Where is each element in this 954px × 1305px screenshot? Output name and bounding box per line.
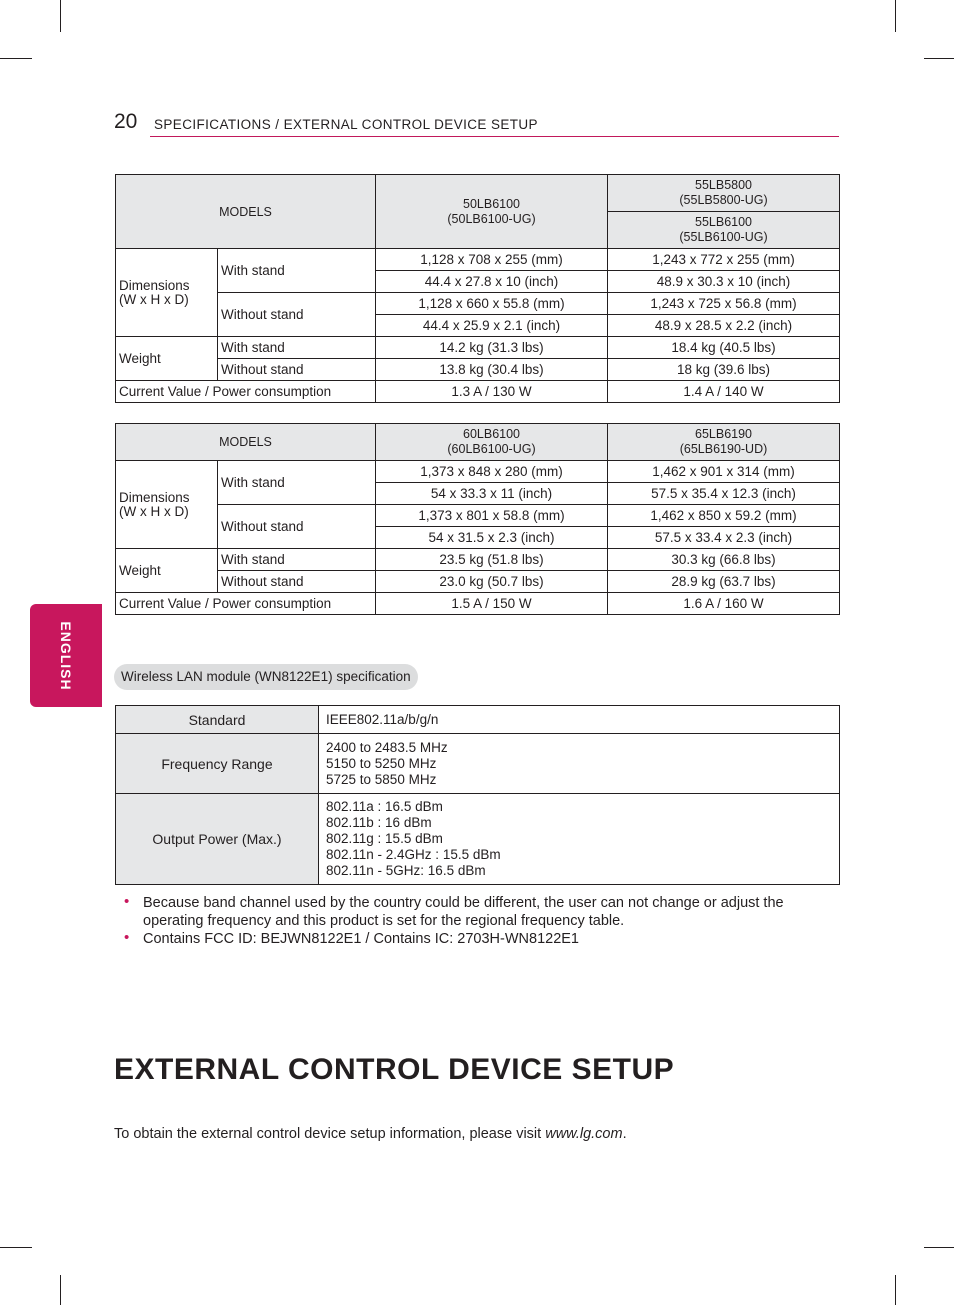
crop-mark <box>0 58 32 59</box>
model-column-header: 65LB6190 (65LB6190-UD) <box>608 424 840 461</box>
table-cell: 1,243 x 772 x 255 (mm) <box>608 249 840 271</box>
power-value: 802.11a : 16.5 dBm <box>326 799 443 814</box>
table-cell: 1.4 A / 140 W <box>608 381 840 403</box>
visit-text: To obtain the external control device setup information, please visit <box>114 1126 546 1142</box>
table-cell: 44.4 x 27.8 x 10 (inch) <box>376 271 608 293</box>
table-cell: 44.4 x 25.9 x 2.1 (inch) <box>376 315 608 337</box>
table-cell: 1,373 x 848 x 280 (mm) <box>376 461 608 483</box>
power-value: 802.11b : 16 dBm <box>326 815 432 830</box>
table-cell: 28.9 kg (63.7 lbs) <box>608 571 840 593</box>
table-cell: 1,373 x 801 x 58.8 (mm) <box>376 505 608 527</box>
crop-mark <box>895 0 896 32</box>
section-title: EXTERNAL CONTROL DEVICE SETUP <box>114 1053 675 1086</box>
table-cell: 57.5 x 33.4 x 2.3 (inch) <box>608 527 840 549</box>
crop-mark <box>895 1275 896 1305</box>
dimensions-label: Dimensions (W x H x D) <box>116 461 218 549</box>
weight-label: Weight <box>116 549 218 593</box>
table-cell: 1,128 x 708 x 255 (mm) <box>376 249 608 271</box>
table-cell: 23.5 kg (51.8 lbs) <box>376 549 608 571</box>
crop-mark <box>924 58 954 59</box>
model-column-header: 60LB6100 (60LB6100-UG) <box>376 424 608 461</box>
table-cell: 48.9 x 28.5 x 2.2 (inch) <box>608 315 840 337</box>
table-cell: 1.5 A / 150 W <box>376 593 608 615</box>
power-value: 802.11n - 2.4GHz : 15.5 dBm <box>326 847 501 862</box>
frequency-value: 5150 to 5250 MHz <box>326 755 437 771</box>
standard-label: Standard <box>116 706 319 734</box>
with-stand-label: With stand <box>218 337 376 359</box>
model-column-header: 55LB6100 (55LB6100-UG) <box>608 212 840 249</box>
table-cell: 54 x 33.3 x 11 (inch) <box>376 483 608 505</box>
table-cell: 1,462 x 901 x 314 (mm) <box>608 461 840 483</box>
bullet-icon: • <box>124 893 130 910</box>
note-text: Because band channel used by the country could be different, the user can not change or adjust the operating frequency and this product is set for the regional frequency table. <box>143 895 784 929</box>
standard-value: IEEE802.11a/b/g/n <box>319 706 840 734</box>
models-header: MODELS <box>116 175 376 249</box>
model-column-header: 55LB5800 (55LB5800-UG) <box>608 175 840 212</box>
crop-mark <box>60 1275 61 1305</box>
table-cell: 1.6 A / 160 W <box>608 593 840 615</box>
crop-mark <box>924 1247 954 1248</box>
without-stand-label: Without stand <box>218 571 376 593</box>
table-cell: 48.9 x 30.3 x 10 (inch) <box>608 271 840 293</box>
output-power-values <box>319 794 840 885</box>
crop-mark <box>0 1247 32 1248</box>
power-label: Current Value / Power consumption <box>116 593 376 615</box>
dimensions-label: Dimensions (W x H x D) <box>116 249 218 337</box>
table-cell: 54 x 31.5 x 2.3 (inch) <box>376 527 608 549</box>
table-cell: 1,243 x 725 x 56.8 (mm) <box>608 293 840 315</box>
with-stand-label: With stand <box>218 549 376 571</box>
frequency-value: 2400 to 2483.5 MHz <box>326 739 448 755</box>
bullet-icon: • <box>124 929 130 946</box>
table-cell: 23.0 kg (50.7 lbs) <box>376 571 608 593</box>
power-label: Current Value / Power consumption <box>116 381 376 403</box>
without-stand-label: Without stand <box>218 293 376 337</box>
table-cell: 57.5 x 35.4 x 12.3 (inch) <box>608 483 840 505</box>
header-divider <box>150 136 839 137</box>
weight-label: Weight <box>116 337 218 381</box>
table-cell: 30.3 kg (66.8 lbs) <box>608 549 840 571</box>
output-power-label: Output Power (Max.) <box>116 794 319 885</box>
table-cell: 14.2 kg (31.3 lbs) <box>376 337 608 359</box>
power-value: 802.11n - 5GHz: 16.5 dBm <box>326 863 486 878</box>
language-tab-label: ENGLISH <box>58 620 74 691</box>
models-header: MODELS <box>116 424 376 461</box>
table-cell: 13.8 kg (30.4 lbs) <box>376 359 608 381</box>
language-tab <box>30 604 102 707</box>
without-stand-label: Without stand <box>218 359 376 381</box>
spec-table-2 <box>115 423 840 615</box>
without-stand-label: Without stand <box>218 505 376 549</box>
crop-mark <box>60 0 61 32</box>
power-value: 802.11g : 15.5 dBm <box>326 831 443 846</box>
website-link[interactable]: www.lg.com <box>545 1126 623 1142</box>
wlan-section-heading: Wireless LAN module (WN8122E1) specification <box>114 664 418 690</box>
table-cell: 1.3 A / 130 W <box>376 381 608 403</box>
table-cell: 1,128 x 660 x 55.8 (mm) <box>376 293 608 315</box>
page-section-title: SPECIFICATIONS / EXTERNAL CONTROL DEVICE SETUP <box>154 117 538 132</box>
with-stand-label: With stand <box>218 249 376 293</box>
table-cell: 1,462 x 850 x 59.2 (mm) <box>608 505 840 527</box>
with-stand-label: With stand <box>218 461 376 505</box>
frequency-range-values <box>319 734 840 794</box>
note-text: Contains FCC ID: BEJWN8122E1 / Contains IC: 2703H-WN8122E1 <box>143 931 579 947</box>
frequency-value: 5725 to 5850 MHz <box>326 771 437 787</box>
visit-end: . <box>622 1126 627 1142</box>
visit-paragraph <box>114 1126 627 1142</box>
model-column-header: 50LB6100 (50LB6100-UG) <box>376 175 608 249</box>
frequency-range-label: Frequency Range <box>116 734 319 794</box>
table-cell: 18 kg (39.6 lbs) <box>608 359 840 381</box>
spec-table-1 <box>115 174 840 403</box>
page-number: 20 <box>114 110 138 133</box>
wlan-spec-table <box>115 705 840 885</box>
table-cell: 18.4 kg (40.5 lbs) <box>608 337 840 359</box>
